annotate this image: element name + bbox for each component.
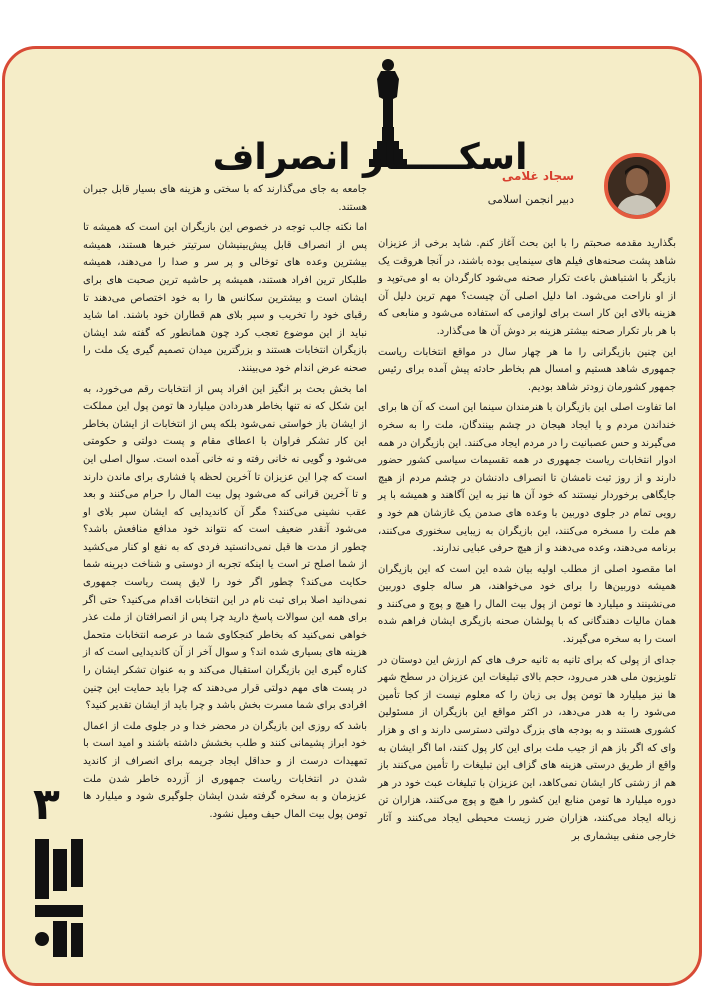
article-column-right (378, 235, 676, 848)
author-photo (604, 153, 670, 219)
paragraph: اما مقصود اصلی از مطلب اولیه بیان شده این است که این بازیگران همیشه دوربین‌ها را برای خود می‌خواهند، هر ساله جلوی دوربین می‌نشینند و میلیارد ها تومن از پول بیت المال را هیچ و پوچ و می‌کنند و همان مالیات دهندگانی که با پولشان صحنه بازیگری ایشان فراهم شده است را به سخره می‌گیرند. (378, 563, 676, 646)
paragraph: اما نکته جالب توجه در خصوص این بازیگران این است که همیشه تا پس از انصراف قابل پیش‌بینیشان سرتیتر خبرها هستند، همیشه بیشترین وعده های توخالی و پر سر و صدا را می‌دهند، همیشه طلبکار ترین افراد هستند، همیشه پر حاشیه ترین صحبت های برای ایشان است و بیشترین سکانس ها را به خود اختصاص می‌دهند تا رقبای خود را تخریب و سپر بلای هم قطاران خود باشند. اما شاید نباید از این موضوع تعجب کرد چون همانطور که گفته شد ایشان بازیگران انتخابات هستند و بزرگترین میدان تصمیم گیری یک ملت را صحنه عرض اندام خود می‌بینند. (83, 222, 367, 374)
author-role: دبیر انجمن اسلامی (487, 193, 574, 206)
paragraph: باشد که روزی این بازیگران در محضر خدا و در جلوی ملت از اعمال خود ابراز پشیمانی کنند و طلب بخشش داشته باشند و امید است با تمهیدات درست از و حداقل ایجاد جریمه برای انصراف از کاندید شدن در انتخابات ریاست جمهوری از آزرده خاطر شدن ملت عزیزمان و به سخره گرفته شدن ایشان جلوگیری شود و میلیارد ها تومن پول بیت المال حیف ومیل نشود. (83, 720, 367, 820)
author-name: سجاد غلامی (501, 169, 574, 183)
paragraph: جدای از پولی که برای ثانیه به ثانیه حرف های کم ارزش این دوستان در تلویزیون ملی هدر می‌رود، حجم بالای تبلیغات این عزیزان در سطح شهر ها نیز میلیارد ها تومن پول بی زبان را که معلوم نیست از کجا تأمین می‌شود را به هدر می‌دهد، در اکثر مواقع این بازیگران از مسئولین کشوری هستند و به بودجه های بزرگ دولتی دسترسی دارند و ای و هزار وای که اگر باز هم از جیب ملت برای این کار پول کنند، اما اگر ایشان به واقع از طریق درستی هزینه های گزاف این تبلیغات را تأمین می‌کنند باز هم از زشتی کار ایشان نمی‌کاهد، این عزیزان با تبلیغات عبث خود در هر دوره میلیارد ها تومن منابع این کشور را هیچ و پوچ می‌کنند، هزاران تن زباله ایجاد می‌کنند، هزاران ضرر زیست محیطی ایجاد می‌کنند و آثار خارجی منفی بیشماری بر (378, 654, 676, 842)
page-frame (2, 46, 702, 986)
paragraph: این چنین بازیگرانی را ما هر چهار سال در مواقع انتخابات ریاست جمهوری شاهد هستیم و امسال هم بخاطر حادثه پیش آمده برای رئیس جمهور کشورمان زودتر شاهد بودیم. (378, 346, 676, 393)
article-column-left (83, 181, 367, 826)
issue-number: ۳ (33, 779, 60, 830)
paragraph: جامعه به جای می‌گذارند که با سختی و هزینه های بسیار قابل جبران هستند. (83, 184, 367, 213)
magazine-logo (31, 839, 87, 959)
paragraph: اما بخش بحث بر انگیز این افراد پس از انتخابات رقم می‌خورد، به این شکل که نه تنها بخاطر هدردادن میلیارد ها تومن پول این مملکت از ایشان باز خواستی نمی‌شود بلکه پس از انتخابات از ایشان بخاطر این کار تشکر فراوان با اعطای مقام و پست دولتی و حکومتی می‌شود و گویی نه خانی رفته و نه خانی آمده است. سوال اصلی این است که چرا این عزیزان تا آخرین لحظه پا فشاری برای ماندن دارند و تا آخرین قرانی که می‌شود پول بیت المال را حرام می‌کنند و بعد عقب نشینی می‌کنند؟ مگر آن کاندیدایی که ایشان سپر بلای او می‌شود آنقدر ضعیف است که نتواند خود مدافع منافعش باشد؟ چطور از مدت ها قبل نمی‌دانستید فردی که به نفع او کنار می‌کشید از شما اصلح تر است یا اینکه تجربه از دوستی و شناخت دیرینه شما حکایت می‌کند؟ چطور اگر خود را لایق پست ریاست جمهوری نمی‌دانید اصلا برای ثبت نام در این انتخابات اقدام می‌کنید؟ حتی اگر برای همه این سوالات پاسخ دارید چرا پس از انصرافتان از ملت عذر خواهی نمی‌کنید که بخاطر کنجکاوی شما در عرصه انتخابات متحمل هزینه های بسیاری شده اند؟ و سوال آخر از آن کاندیدایی است که از کناره گیری این بازیگران استقبال می‌کند و به عنوان تشکر ایشان را در پست های مهم دولتی قرار می‌دهند که چرا باید حمایت این چنین افرادی برای شما مسرت بخش باشد و چرا باید از ایشان تقدیر کنید؟ (83, 383, 367, 712)
paragraph: بگذارید مقدمه صحبتم را با این بحث آغاز کنم. شاید برخی از عزیزان شاهد پشت صحنه‌های فیلم های سینمایی بوده باشند، در آنجا هروقت یک بازیگر با اشتباهش باعث تکرار صحنه می‌شود کارگردان به او می‌توپد و از او ناراحت می‌شود. اما دلیل اصلی آن چیست؟ مهم ترین دلیل آن هزینه بالای این کار است برای لوازمی که استفاده می‌شود و منابعی که با هر بار تکرار صحنه بیشتر هزینه بر دوش آن ها می‌گذارد. (378, 238, 676, 337)
article-title: اسکـــــار انصراف (212, 137, 528, 178)
paragraph: اما تفاوت اصلی این بازیگران با هنرمندان سینما این است که آن ها برای خنداندن مردم و یا ایجاد هیجان در چشم بینندگان، ملت را به سخره می‌گیرند و حس عصبانیت را در مردم ایجاد می‌کنند. این بازیگران در همه ادوار انتخابات ریاست جمهوری در همه تقسیمات سیاسی کشور حضور دارند و از روز ثبت نامشان تا انصراف دادنشان در چشم مردم از هیچ جایگاهی برخوردار نیستند که خود آن ها نیز به این آگاهند و همیشه با پر رویی تمام در جلوی دوربین با وعده های صدمن یک غازشان هم خود و هم ملت را مسخره می‌کنند، این بازیگران به زیبایی سخنوری می‌کنند، برنامه می‌دهند، وعده می‌دهند و از هیچ حرفی عبایی ندارند. (378, 402, 676, 555)
